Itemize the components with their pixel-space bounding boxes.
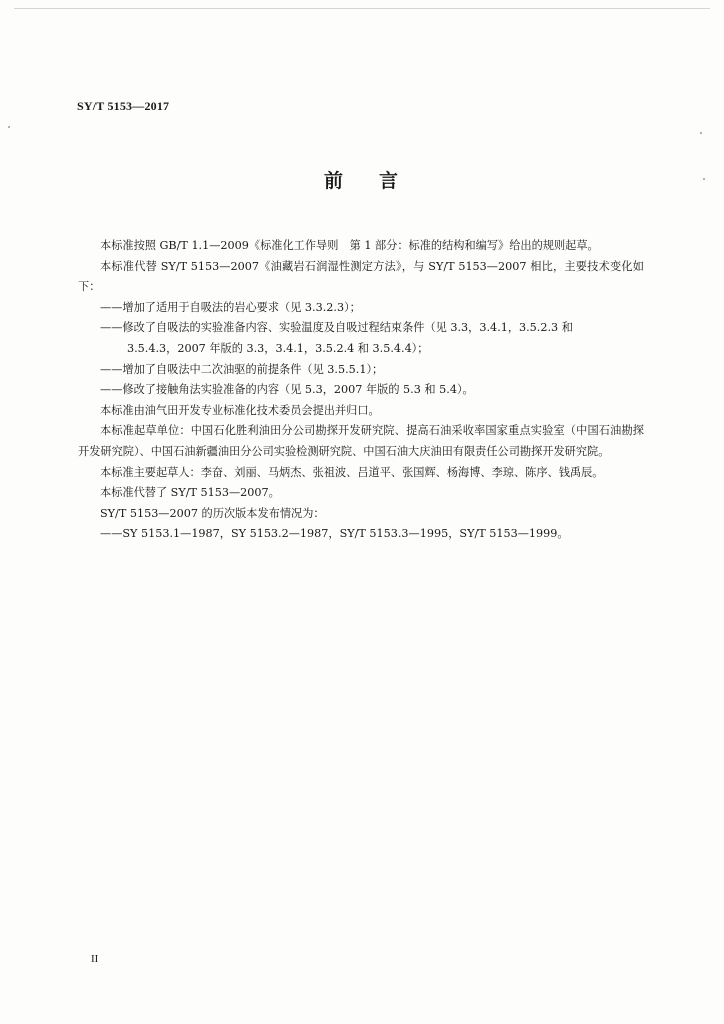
paragraph-replaces: 本标准代替 SY/T 5153—2007《油藏岩石润湿性测定方法》，与 SY/T 5153—2007 相比，主要技术变化如下： [78,259,644,294]
standard-code: SY/T 5153—2017 [77,99,170,113]
title-char-1: 前 [323,170,345,192]
change-item-2: ——修改了自吸法的实验准备内容、实验温度及自吸过程结束条件（见 3.3，3.4.1，3.5.2.3 和 [100,321,573,335]
scan-speck [703,178,705,180]
history-item: ——SY 5153.1—1987，SY 5153.2—1987，SY/T 5153.3—1995，SY/T 5153—1999。 [100,527,569,541]
paragraph-history-intro: SY/T 5153—2007 的历次版本发布情况为： [100,506,325,520]
paragraph-drafting-rules: 本标准按照 GB/T 1.1—2009《标准化工作导则 第 1 部分：标准的结构和编写》给出的规则起草。 [100,239,599,252]
change-item-3: ——增加了自吸法中二次油驱的前提条件（见 3.5.5.1）； [100,362,384,376]
scan-speck [700,132,702,134]
paragraph-replaced: 本标准代替了 SY/T 5153—2007。 [100,486,280,500]
page-title [0,166,724,193]
paragraph-drafters: 本标准主要起草人：李奋、刘丽、马炳杰、张祖波、吕道平、张国辉、杨海博、李琼、陈序、钱禹辰。 [100,465,604,479]
paragraph-proposed-by: 本标准由油气田开发专业标准化技术委员会提出并归口。 [100,403,380,417]
change-item-4: ——修改了接触角法实验准备的内容（见 5.3，2007 年版的 5.3 和 5.4）。 [100,383,474,397]
scan-speck [8,126,10,128]
foreword-body [78,236,644,545]
top-edge-line [14,8,710,9]
title-char-2: 言 [379,170,401,192]
change-item-1: ——增加了适用于自吸法的岩心要求（见 3.3.2.3）； [100,300,361,314]
paragraph-drafting-units: 本标准起草单位：中国石化胜利油田分公司勘探开发研究院、提高石油采收率国家重点实验室（中国石油勘探开发研究院）、中国石油新疆油田分公司实验检测研究院、中国石油大庆油田有限责任公司勘探开发研究院。 [78,424,644,458]
change-item-2-continued: 3.5.4.3，2007 年版的 3.3，3.4.1，3.5.2.4 和 3.5.4.4）； [127,341,429,355]
page-number: II [91,953,99,965]
